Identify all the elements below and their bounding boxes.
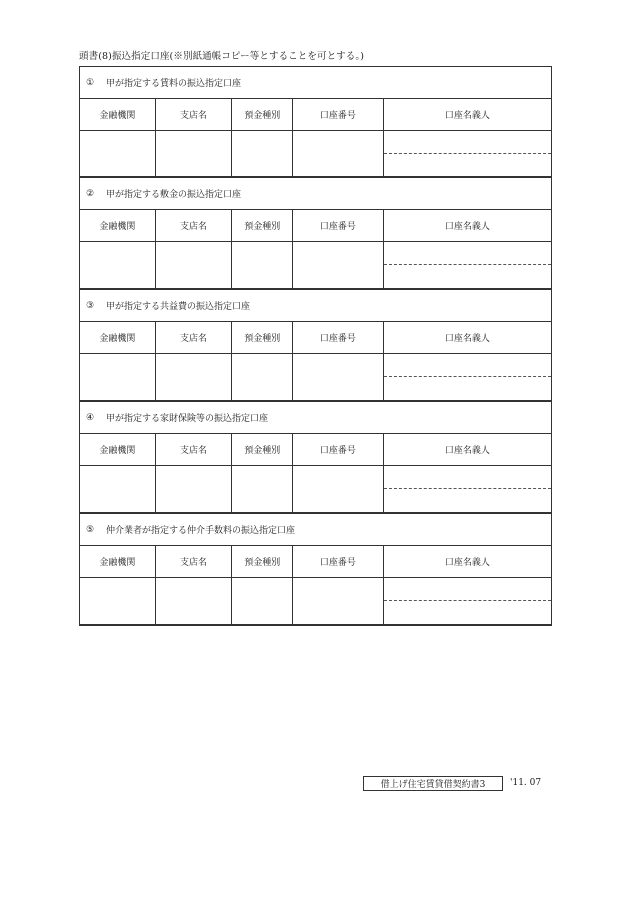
account-holder-kana-field[interactable] (384, 466, 551, 489)
account-holder-cell (384, 466, 551, 512)
column-header-branch: 支店名 (156, 322, 233, 353)
table-header-row (80, 210, 551, 242)
section-title-text: 甲が指定する敷金の振込指定口座 (106, 190, 242, 200)
section-title (80, 178, 551, 210)
table-header-row (80, 322, 551, 354)
account-type-field[interactable] (232, 354, 293, 400)
account-type-field[interactable] (232, 466, 293, 512)
column-header-account-number: 口座番号 (293, 99, 384, 130)
section-title (80, 67, 551, 99)
account-holder-cell (384, 578, 551, 624)
account-section-insurance (79, 402, 552, 514)
column-header-bank: 金融機関 (80, 210, 156, 241)
section-title (80, 290, 551, 322)
column-header-account-number: 口座番号 (293, 546, 384, 577)
table-row (80, 242, 551, 288)
document-heading: 頭書(8)振込指定口座(※別紙通帳コピー等とすることを可とする。) (79, 51, 365, 62)
table-row (80, 131, 551, 177)
bank-field[interactable] (80, 466, 156, 512)
account-type-field[interactable] (232, 131, 293, 177)
section-title-text: 甲が指定する家財保険等の振込指定口座 (106, 414, 269, 424)
account-holder-name-field[interactable] (384, 154, 551, 177)
table-header-row (80, 99, 551, 131)
column-header-branch: 支店名 (156, 434, 233, 465)
column-header-bank: 金融機関 (80, 546, 156, 577)
account-sections (79, 66, 552, 626)
column-header-account-type: 預金種別 (232, 322, 293, 353)
column-header-account-type: 預金種別 (232, 210, 293, 241)
column-header-account-number: 口座番号 (293, 434, 384, 465)
column-header-branch: 支店名 (156, 99, 233, 130)
account-number-field[interactable] (293, 354, 384, 400)
account-holder-cell (384, 242, 551, 288)
account-number-field[interactable] (293, 131, 384, 177)
account-type-field[interactable] (232, 578, 293, 624)
section-title-text: 甲が指定する共益費の振込指定口座 (106, 302, 251, 312)
column-header-account-type: 預金種別 (232, 99, 293, 130)
column-header-bank: 金融機関 (80, 322, 156, 353)
account-holder-cell (384, 354, 551, 400)
column-header-account-type: 預金種別 (232, 434, 293, 465)
section-number: ④ (86, 412, 95, 423)
column-header-account-holder: 口座名義人 (444, 111, 490, 121)
revision-date: '11. 07 (510, 778, 542, 788)
section-number: ② (86, 188, 95, 199)
bank-field[interactable] (80, 578, 156, 624)
table-header-row (80, 434, 551, 466)
section-number: ① (86, 77, 95, 88)
column-header-bank: 金融機関 (80, 99, 156, 130)
column-header-branch: 支店名 (156, 210, 233, 241)
column-header-account-holder: 口座名義人 (444, 222, 490, 232)
column-header-account-type: 預金種別 (232, 546, 293, 577)
account-section-rent (79, 66, 552, 178)
table-row (80, 354, 551, 400)
account-holder-name-field[interactable] (384, 377, 551, 400)
section-title (80, 514, 551, 546)
account-holder-name-field[interactable] (384, 601, 551, 624)
table-row (80, 466, 551, 512)
account-number-field[interactable] (293, 242, 384, 288)
section-number: ③ (86, 300, 95, 311)
account-holder-name-field[interactable] (384, 265, 551, 288)
account-holder-name-field[interactable] (384, 489, 551, 512)
section-title (80, 402, 551, 434)
section-title-text: 甲が指定する賃料の振込指定口座 (106, 79, 242, 89)
section-number: ⑤ (86, 524, 95, 535)
form-name-label: 借上げ住宅賃貸借契約書3 (363, 776, 503, 791)
column-header-branch: 支店名 (156, 546, 233, 577)
bank-field[interactable] (80, 242, 156, 288)
bank-field[interactable] (80, 131, 156, 177)
bank-field[interactable] (80, 354, 156, 400)
account-section-deposit (79, 178, 552, 290)
table-header-row (80, 546, 551, 578)
branch-field[interactable] (156, 578, 233, 624)
account-holder-kana-field[interactable] (384, 131, 551, 154)
account-holder-kana-field[interactable] (384, 242, 551, 265)
branch-field[interactable] (156, 354, 233, 400)
branch-field[interactable] (156, 242, 233, 288)
account-number-field[interactable] (293, 466, 384, 512)
account-holder-kana-field[interactable] (384, 354, 551, 377)
column-header-account-holder: 口座名義人 (444, 334, 490, 344)
section-title-text: 仲介業者が指定する仲介手数料の振込指定口座 (106, 526, 296, 536)
column-header-bank: 金融機関 (80, 434, 156, 465)
account-holder-cell (384, 131, 551, 177)
table-row (80, 578, 551, 624)
account-section-brokerage-fee (79, 514, 552, 626)
column-header-account-number: 口座番号 (293, 210, 384, 241)
column-header-account-number: 口座番号 (293, 322, 384, 353)
account-type-field[interactable] (232, 242, 293, 288)
branch-field[interactable] (156, 466, 233, 512)
account-section-common-fee (79, 290, 552, 402)
branch-field[interactable] (156, 131, 233, 177)
column-header-account-holder: 口座名義人 (444, 558, 490, 568)
column-header-account-holder: 口座名義人 (444, 446, 490, 456)
account-number-field[interactable] (293, 578, 384, 624)
account-holder-kana-field[interactable] (384, 578, 551, 601)
